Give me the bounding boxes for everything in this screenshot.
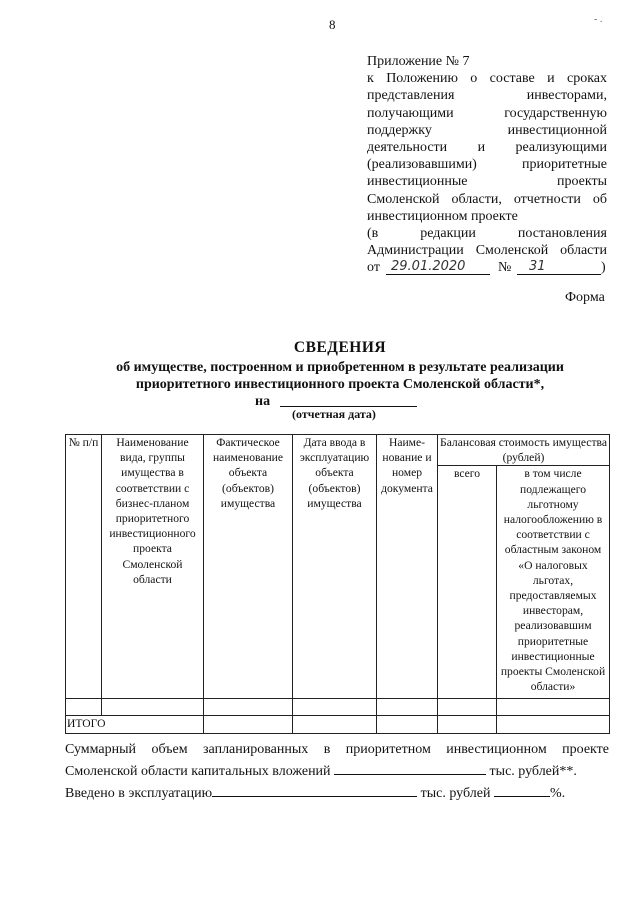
footer-line1: Суммарный объем запланированных в приоритетном инвестиционном проекте xyxy=(65,742,609,757)
header-col-actual-name: Фактическое наименование объекта (объектов) имущества xyxy=(204,435,293,699)
header-col-balance-value: Балансовая стоимость имущества (рублей) xyxy=(438,435,610,466)
number-label: № xyxy=(498,260,512,276)
property-table xyxy=(65,434,610,734)
appendix-line: инвестиционные проекты xyxy=(367,174,607,190)
appendix-line: поддержку инвестиционной xyxy=(367,122,607,138)
footer-line2 xyxy=(65,761,609,780)
document-subtitle-line2: приоритетного инвестиционного проекта Смоленской области*, xyxy=(135,377,545,392)
form-label: Форма xyxy=(565,290,605,305)
header-col-commissioning-date: Дата ввода в эксплуатацию объекта (объектов) имущества xyxy=(293,435,377,699)
header-col-preferential: в том числе подлежащего льготному налогообложению в соответствии с областным законом «О налоговых льготах, предоставляемых инвесторам, реализовавшим приоритетные инвестиционные проекты Смоленской области» xyxy=(497,466,610,699)
table-row xyxy=(66,699,610,716)
header-col-document: Наиме-нование и номер документа xyxy=(377,435,438,699)
as-of-label: на xyxy=(255,394,271,409)
capital-investment-unit: тыс. рублей**. xyxy=(489,764,577,779)
header-col-number: № п/п xyxy=(66,435,102,699)
appendix-line: деятельности и реализующими xyxy=(367,140,607,156)
appendix-line: Приложение № 7 xyxy=(367,54,470,69)
report-date-blank[interactable] xyxy=(280,392,417,407)
table-cell[interactable] xyxy=(66,699,102,716)
total-row-label: ИТОГО xyxy=(66,716,204,734)
table-cell[interactable] xyxy=(497,716,610,734)
appendix-line: Смоленской области, отчетности об xyxy=(367,191,607,207)
total-row xyxy=(66,716,610,734)
table-cell[interactable] xyxy=(377,716,438,734)
table-cell[interactable] xyxy=(438,699,497,716)
table-cell[interactable] xyxy=(204,716,293,734)
header-col-asset-group: Наименование вида, группы имущества в соответствии с бизнес-планом приоритетного инвестиционного проекта Смоленской области xyxy=(102,435,204,699)
handwritten-number: 31 xyxy=(529,259,546,275)
document-subtitle-line1: об имуществе, построенном и приобретенном в результате реализации xyxy=(116,360,564,375)
page-number: 8 xyxy=(329,17,336,32)
footer-line3 xyxy=(65,783,609,802)
handwritten-date: 29.01.2020 xyxy=(391,259,466,275)
table-cell[interactable] xyxy=(293,716,377,734)
table-cell[interactable] xyxy=(497,699,610,716)
commissioned-percent-blank[interactable] xyxy=(494,783,550,797)
report-date-caption: (отчетная дата) xyxy=(292,407,376,421)
resolution-date-number xyxy=(367,259,607,277)
commissioned-amount-blank[interactable] xyxy=(212,783,417,797)
appendix-line: получающими государственную xyxy=(367,105,607,121)
closing-paren: ) xyxy=(601,260,606,276)
from-label: от xyxy=(367,260,380,276)
document-title: СВЕДЕНИЯ xyxy=(293,339,387,356)
appendix-line: Администрации Смоленской области xyxy=(367,243,607,259)
appendix-line: к Положению о составе и сроках xyxy=(367,71,607,87)
percent-sign: %. xyxy=(549,786,566,801)
capital-investment-label: Смоленской области капитальных вложений xyxy=(65,764,331,779)
table-cell[interactable] xyxy=(438,716,497,734)
table-cell[interactable] xyxy=(204,699,293,716)
appendix-line: инвестиционном проекте xyxy=(367,208,518,224)
commissioned-unit: тыс. рублей xyxy=(420,786,491,801)
table-cell[interactable] xyxy=(377,699,438,716)
appendix-block xyxy=(367,53,607,277)
header-col-total: всего xyxy=(438,466,497,699)
appendix-line: представления инвесторами, xyxy=(367,88,607,104)
table-cell[interactable] xyxy=(293,699,377,716)
commissioned-label: Введено в эксплуатацию xyxy=(65,786,213,801)
appendix-line: (реализовавшими) приоритетные xyxy=(367,157,607,173)
appendix-line: (в редакции постановления xyxy=(367,226,607,242)
table-cell[interactable] xyxy=(102,699,204,716)
corner-mark: - . xyxy=(594,14,603,25)
capital-investment-blank[interactable] xyxy=(334,761,486,775)
